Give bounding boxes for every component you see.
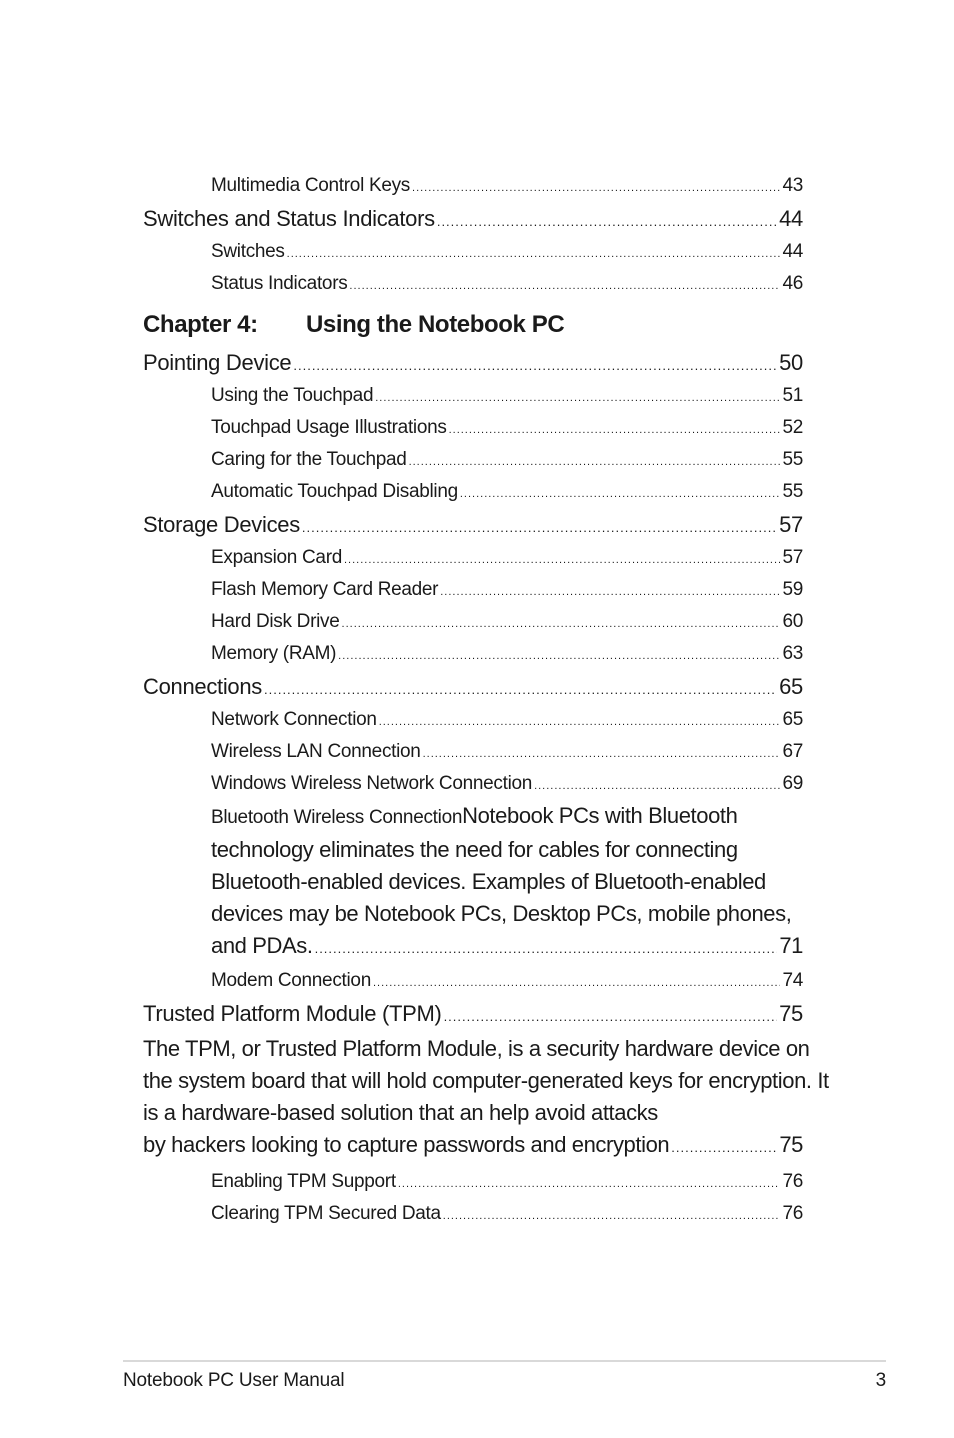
toc-entry-page: 69 — [782, 773, 803, 794]
dot-leader — [315, 933, 778, 965]
dot-leader — [671, 1132, 777, 1164]
dot-leader — [443, 1200, 781, 1232]
toc-entry-label: Flash Memory Card Reader — [211, 579, 439, 600]
dot-leader — [264, 673, 777, 707]
toc-entry-page: 76 — [782, 1203, 803, 1224]
toc-entry-touchpad-usage-illustrations[interactable] — [143, 412, 803, 444]
toc-entry-label: Switches — [211, 241, 285, 262]
toc-entry-page: 55 — [782, 449, 803, 470]
toc-entry-label: Touchpad Usage Illustrations — [211, 417, 447, 438]
toc-entry-page: 43 — [782, 175, 803, 196]
toc-entry-pointing-device[interactable] — [143, 346, 803, 380]
toc-entry-connections[interactable] — [143, 670, 803, 704]
chapter-heading — [143, 300, 803, 346]
chapter-title: Using the Notebook PC — [306, 311, 565, 338]
toc-entry-label: Caring for the Touchpad — [211, 449, 407, 470]
toc-entry-trusted-platform-module[interactable] — [143, 997, 803, 1031]
page-footer — [123, 1360, 886, 1392]
toc-entry-page: 76 — [782, 1171, 803, 1192]
toc-entry-enabling-tpm-support[interactable] — [143, 1166, 803, 1198]
dot-leader — [412, 172, 780, 204]
toc-entry-page: 52 — [782, 417, 803, 438]
toc-entry-hard-disk-drive[interactable] — [143, 606, 803, 638]
toc-entry-label: Windows Wireless Network Connection — [211, 773, 533, 794]
bluetooth-end-row — [211, 930, 803, 965]
bluetooth-description: Notebook PCs with Bluetooth technology eliminates the need for cables for connecting Bluetooth-enabled devices. Examples of Bluetooth-enabled devices may be Notebook PCs, Desktop PCs, mobile phones, — [211, 803, 792, 926]
toc-entry-using-the-touchpad[interactable] — [143, 380, 803, 412]
toc-entry-bluetooth-wireless-connection[interactable] — [143, 800, 803, 965]
toc-entry-page: 65 — [782, 709, 803, 730]
toc-entry-page: 67 — [782, 741, 803, 762]
dot-leader — [287, 238, 781, 270]
table-of-contents — [143, 170, 829, 1230]
toc-entry-page: 44 — [779, 206, 803, 231]
chapter-number: Chapter 4: — [143, 311, 258, 338]
toc-entry-memory-ram[interactable] — [143, 638, 803, 670]
toc-entry-page: 75 — [779, 1001, 803, 1026]
dot-leader — [375, 382, 780, 414]
toc-entry-label: Hard Disk Drive — [211, 611, 340, 632]
dot-leader — [460, 478, 781, 510]
toc-entry-page: 57 — [779, 512, 803, 537]
toc-entry-label: Trusted Platform Module (TPM) — [143, 1001, 442, 1026]
toc-entry-page: 63 — [782, 643, 803, 664]
toc-entry-page: 74 — [782, 970, 803, 991]
toc-entry-page: 57 — [782, 547, 803, 568]
toc-entry-page: 55 — [782, 481, 803, 502]
toc-entry-label: Expansion Card — [211, 547, 342, 568]
toc-entry-page: 65 — [779, 674, 803, 699]
toc-entry-storage-devices[interactable] — [143, 508, 803, 542]
toc-entry-label: Using the Touchpad — [211, 385, 374, 406]
toc-entry-label: Pointing Device — [143, 350, 292, 375]
dot-leader — [534, 770, 780, 802]
toc-entry-tpm-description[interactable] — [143, 1033, 829, 1164]
toc-entry-automatic-touchpad-disabling[interactable] — [143, 476, 803, 508]
dot-leader — [349, 270, 780, 302]
bluetooth-description-end: and PDAs. — [211, 933, 313, 958]
dot-leader — [440, 576, 780, 608]
toc-entry-label: Multimedia Control Keys — [211, 175, 411, 196]
toc-entry-page: 51 — [782, 385, 803, 406]
toc-entry-label: Memory (RAM) — [211, 643, 337, 664]
toc-entry-label: Bluetooth Wireless Connection — [211, 807, 463, 828]
toc-entry-switches-and-status-indicators[interactable] — [143, 202, 803, 236]
tpm-description-end: by hackers looking to capture passwords and encryption — [143, 1132, 670, 1157]
footer-title: Notebook PC User Manual — [123, 1370, 345, 1391]
dot-leader — [338, 640, 780, 672]
toc-entry-label: Status Indicators — [211, 273, 348, 294]
dot-leader — [342, 608, 781, 640]
dot-leader — [423, 738, 781, 770]
toc-entry-modem-connection[interactable] — [143, 965, 803, 997]
toc-entry-label: Modem Connection — [211, 970, 371, 991]
toc-entry-windows-wireless-network-connection[interactable] — [143, 768, 803, 800]
toc-entry-page: 75 — [779, 1132, 803, 1157]
toc-entry-label: Enabling TPM Support — [211, 1171, 396, 1192]
toc-entry-page: 50 — [779, 350, 803, 375]
toc-entry-wireless-lan-connection[interactable] — [143, 736, 803, 768]
bluetooth-paragraph — [211, 800, 803, 930]
dot-leader — [398, 1168, 781, 1200]
toc-entry-label: Switches and Status Indicators — [143, 206, 435, 231]
dot-leader — [302, 511, 777, 545]
dot-leader — [409, 446, 781, 478]
dot-leader — [293, 349, 777, 383]
toc-entry-clearing-tpm-secured-data[interactable] — [143, 1198, 803, 1230]
toc-entry-caring-for-the-touchpad[interactable] — [143, 444, 803, 476]
dot-leader — [373, 967, 780, 999]
toc-entry-multimedia-control-keys[interactable] — [143, 170, 803, 202]
tpm-end-row — [143, 1129, 803, 1164]
toc-entry-page: 71 — [779, 933, 803, 958]
dot-leader — [449, 414, 781, 446]
toc-entry-label: Storage Devices — [143, 512, 300, 537]
toc-entry-network-connection[interactable] — [143, 704, 803, 736]
toc-entry-label: Clearing TPM Secured Data — [211, 1203, 441, 1224]
dot-leader — [379, 706, 781, 738]
page-number: 3 — [875, 1370, 886, 1391]
dot-leader — [437, 205, 777, 239]
toc-entry-page: 60 — [782, 611, 803, 632]
toc-entry-page: 44 — [782, 241, 803, 262]
footer-text — [123, 1370, 886, 1392]
toc-entry-label: Connections — [143, 674, 262, 699]
dot-leader — [344, 544, 780, 576]
toc-entry-page: 46 — [782, 273, 803, 294]
toc-entry-page: 59 — [782, 579, 803, 600]
toc-entry-label: Automatic Touchpad Disabling — [211, 481, 458, 502]
tpm-description: The TPM, or Trusted Platform Module, is a security hardware device on the system board that will hold computer-generated keys for encryption. It is a hardware-based solution that an help avoid attacks — [143, 1036, 829, 1125]
toc-entry-switches[interactable] — [143, 236, 803, 268]
toc-entry-expansion-card[interactable] — [143, 542, 803, 574]
toc-entry-label: Wireless LAN Connection — [211, 741, 421, 762]
toc-entry-label: Network Connection — [211, 709, 377, 730]
toc-entry-flash-memory-card-reader[interactable] — [143, 574, 803, 606]
dot-leader — [444, 1000, 778, 1034]
toc-entry-status-indicators[interactable] — [143, 268, 803, 300]
